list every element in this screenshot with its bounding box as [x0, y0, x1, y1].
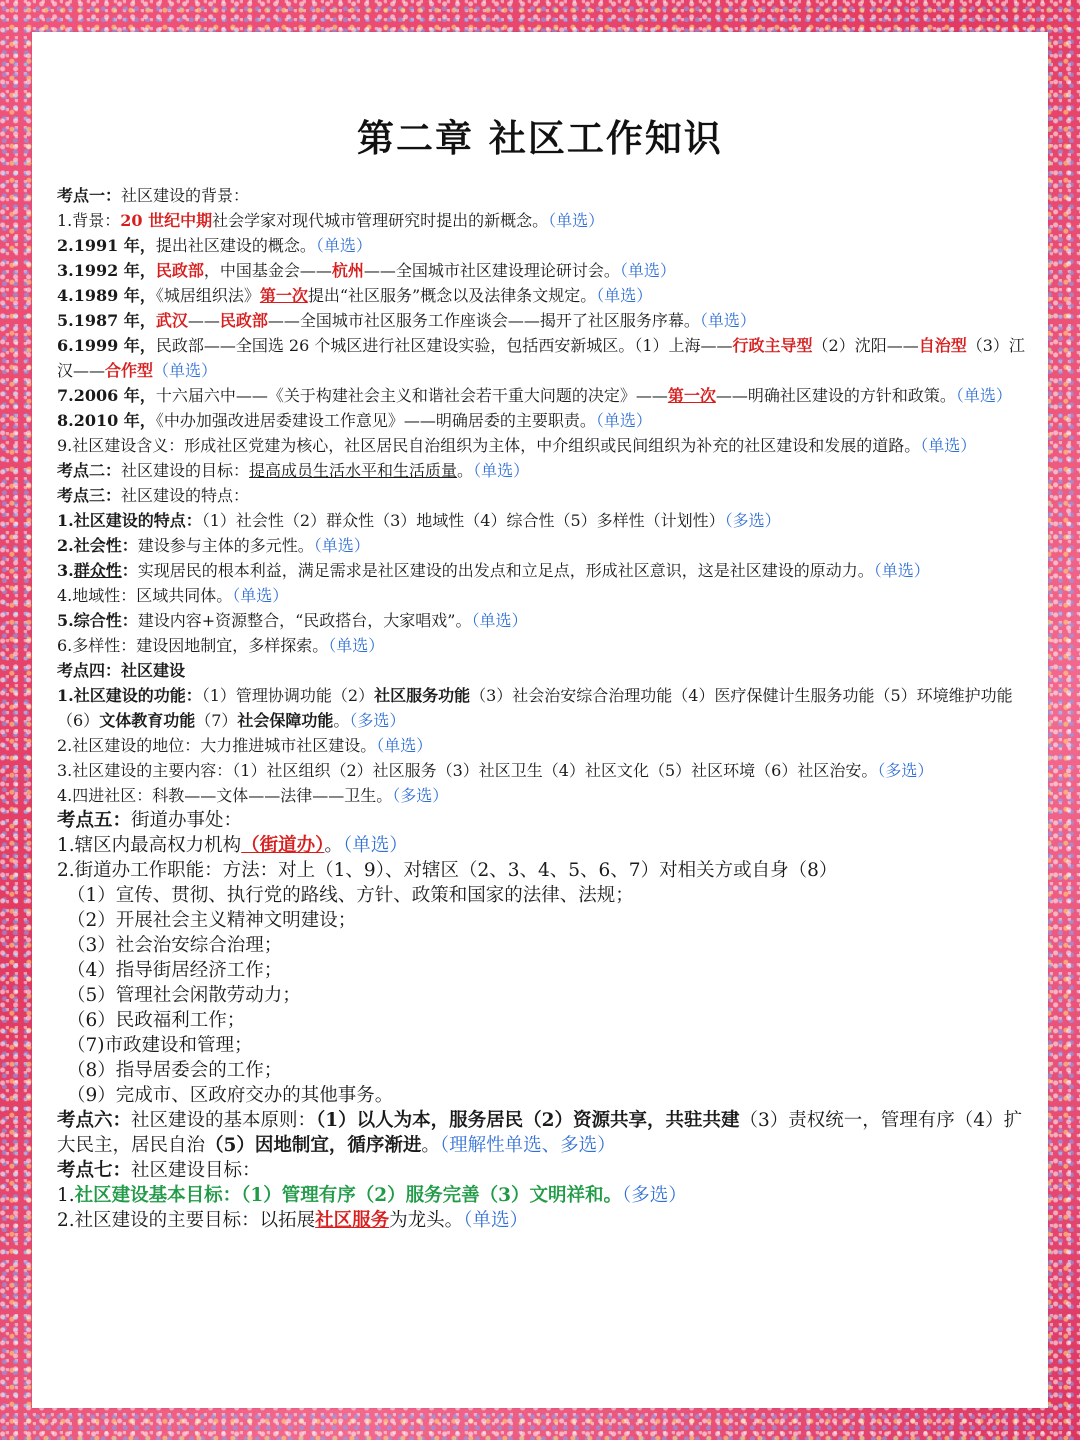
- text-segment: 区域共同体。: [136, 586, 233, 605]
- text-segment: 社区服务功能: [374, 686, 471, 705]
- question-type-tag: （单选）: [463, 1210, 528, 1231]
- point-4-heading: 考点四：社区建设: [57, 661, 186, 680]
- point-5-line-1: [57, 833, 1025, 858]
- text-segment: 1.背景：: [57, 211, 121, 230]
- text-segment: 2.社会性：: [57, 536, 138, 555]
- text-segment: 社区建设的目标：: [121, 461, 250, 480]
- text-segment: 6.1999 年，: [57, 336, 156, 355]
- text-segment: 社区建设的基本原则：: [131, 1110, 317, 1131]
- text-segment: 自治型: [918, 336, 967, 355]
- point-4-line-1: [57, 683, 1025, 733]
- text-segment: 社区建设的特点：: [121, 486, 250, 505]
- text-segment: （3）责权统一，管理有序（4）扩大民主，居民自治: [57, 1110, 1023, 1156]
- text-segment: 考点五：: [57, 810, 132, 831]
- text-segment: 8.2010 年，: [57, 411, 156, 430]
- question-type-tag: （单选）: [342, 835, 408, 856]
- text-segment: ——全国城市社区服务工作座谈会——揭开了社区服务序幕。: [267, 311, 700, 330]
- question-type-tag: （单选）: [548, 211, 605, 230]
- point-1-line-1: [57, 208, 1025, 233]
- point-1-line-9: [57, 433, 1025, 458]
- point-1-line-3: [57, 258, 1025, 283]
- text-segment: 7.2006 年，: [57, 386, 156, 405]
- text-segment: 为龙头。: [389, 1210, 464, 1231]
- text-segment: （1）社会性（2）群众性（3）地域性（4）综合性（5）多样性（计划性）: [201, 511, 725, 530]
- point-1-line-4: [57, 283, 1025, 308]
- text-segment: 1.: [57, 1185, 75, 1206]
- question-type-tag: （单选）: [313, 536, 370, 555]
- text-segment: 4.四进社区：科教——文体——法律——卫生。: [57, 786, 393, 805]
- question-type-tag: （单选）: [596, 286, 653, 305]
- question-type-tag: （多选）: [724, 511, 781, 530]
- text-segment: （7）: [195, 711, 238, 730]
- text-segment: （2）沈阳——: [812, 336, 919, 355]
- text-segment: 建设参与主体的多元性。: [137, 536, 314, 555]
- point-4-line-4: [57, 783, 1025, 808]
- point-1-line-8: [57, 408, 1025, 433]
- question-type-tag: （单选）: [619, 261, 676, 280]
- text-segment: 5.综合性：: [57, 611, 138, 630]
- duty-item: （3）社会治安综合治理；: [67, 935, 283, 956]
- text-segment: 社会保障功能: [237, 711, 334, 730]
- text-segment: 建设因地制宜，多样探索。: [136, 636, 329, 655]
- page-title: 第二章 社区工作知识: [357, 116, 723, 160]
- point-3-line-2: [57, 533, 1025, 558]
- text-segment: （1）以人为本，服务居民（2）资源共享，共驻共建: [316, 1110, 740, 1131]
- text-segment: 社区建设基本目标：（1）管理有序（2）服务完善（3）文明祥和。: [74, 1185, 623, 1206]
- text-segment: 考点一：: [57, 186, 122, 205]
- text-segment: ：: [121, 561, 138, 580]
- point-3-line-6: [57, 633, 1025, 658]
- point-3-line-3: [57, 558, 1025, 583]
- point-1-line-7: [57, 383, 1025, 408]
- text-segment: 1.社区建设的特点：: [57, 511, 202, 530]
- text-segment: ——: [187, 311, 220, 330]
- text-segment: 。: [457, 461, 474, 480]
- duty-item: （9）完成市、区政府交办的其他事务。: [67, 1085, 394, 1106]
- point-3-heading: [57, 483, 1025, 508]
- text-segment: 武汉: [155, 311, 188, 330]
- text-segment: 6.多样性：: [57, 636, 137, 655]
- text-segment: 社区服务: [315, 1210, 390, 1231]
- text-segment: 实现居民的根本利益，满足需求是社区建设的出发点和立足点，形成社区意识，这是社区建设的原动力。: [137, 561, 874, 580]
- text-segment: 街道办事处：: [131, 810, 243, 831]
- text-segment: 3.: [57, 561, 74, 580]
- text-segment: 文体教育功能: [99, 711, 196, 730]
- point-7-line-1: [57, 1183, 1025, 1208]
- text-segment: 考点二：: [57, 461, 122, 480]
- question-type-tag: （单选）: [471, 611, 528, 630]
- text-segment: 提出社区建设的概念。: [155, 236, 316, 255]
- text-segment: 20 世纪中期: [120, 211, 213, 230]
- text-segment: 建设内容+资源整合，“民政搭台，大家唱戏”。: [137, 611, 472, 630]
- duty-item: （8）指导居委会的工作；: [67, 1060, 283, 1081]
- question-type-tag: （单选）: [873, 561, 930, 580]
- text-segment: 群众性: [73, 561, 122, 580]
- point-1-heading: [57, 183, 1025, 208]
- question-type-tag: （多选）: [349, 711, 406, 730]
- point-5-line-2: [57, 858, 1025, 883]
- question-type-tag: （理解性单选、多选）: [439, 1135, 616, 1156]
- text-segment: 考点六：: [57, 1110, 132, 1131]
- text-segment: 杭州: [331, 261, 364, 280]
- text-segment: 考点三：: [57, 486, 122, 505]
- text-segment: 提出“社区服务”概念以及法律条文规定。: [307, 286, 597, 305]
- point-1-line-6: [57, 333, 1025, 383]
- duty-item: （6）民政福利工作；: [67, 1010, 246, 1031]
- text-segment: 4.地域性：: [57, 586, 137, 605]
- text-segment: 2.1991 年，: [57, 236, 156, 255]
- text-segment: 提高成员生活水平和生活质量: [249, 461, 458, 480]
- text-segment: 3.1992 年，: [57, 261, 156, 280]
- text-segment: 十六届六中——《关于构建社会主义和谐社会若干重大问题的决定》——: [155, 386, 668, 405]
- point-7-line-2: [57, 1208, 1025, 1233]
- text-segment: 4.1989 年，: [57, 286, 156, 305]
- text-segment: 民政部: [155, 261, 204, 280]
- text-segment: 《中办加强改进居委建设工作意见》——明确居委的主要职责。: [155, 411, 596, 430]
- text-segment: 。: [324, 835, 343, 856]
- point-6-line: [57, 1108, 1025, 1158]
- point-3-line-5: [57, 608, 1025, 633]
- question-type-tag: （单选）: [232, 586, 289, 605]
- point-5-heading: [57, 808, 1025, 833]
- text-segment: 。: [333, 711, 350, 730]
- text-segment: （3）社会治安综合治理功能（4）医疗保健计生服务功能（5）环境维护功能（6）: [57, 686, 1013, 730]
- question-type-tag: （单选）: [595, 411, 652, 430]
- question-type-tag: （单选）: [920, 436, 977, 455]
- question-type-tag: （单选）: [955, 386, 1012, 405]
- text-segment: 《城居组织法》: [155, 286, 260, 305]
- text-segment: 3.社区建设的主要内容：（1）社区组织（2）社区服务（3）社区卫生（4）社区文化（5）社区环境（6）社区治安。: [57, 761, 878, 780]
- point-3-line-1: [57, 508, 1025, 533]
- text-segment: 。: [421, 1135, 440, 1156]
- text-segment: 社区建设目标：: [131, 1160, 261, 1181]
- question-type-tag: （单选）: [376, 736, 433, 755]
- text-segment: 2.街道办工作职能：方法：对上（1、9）、对辖区（2、3、4、5、6、7）对相关方或自身（8）: [57, 860, 838, 881]
- question-type-tag: （单选）: [473, 461, 530, 480]
- point-1-line-2: [57, 233, 1025, 258]
- point-1-line-5: [57, 308, 1025, 333]
- document-body: [57, 183, 1025, 1233]
- point-7-heading: [57, 1158, 1025, 1183]
- text-segment: 第一次: [667, 386, 716, 405]
- text-segment: 2.社区建设的主要目标：以拓展: [57, 1210, 316, 1231]
- text-segment: （5）因地制宜，循序渐进: [205, 1135, 422, 1156]
- text-segment: 民政部——全国选 26 个城区进行社区建设实验，包括西安新城区。（1）上海——: [155, 336, 733, 355]
- text-segment: （1）管理协调功能（2）: [201, 686, 375, 705]
- text-segment: 社会学家对现代城市管理研究时提出的新概念。: [212, 211, 549, 230]
- duty-item: （2）开展社会主义精神文明建设；: [67, 910, 357, 931]
- text-segment: ，中国基金会——: [203, 261, 332, 280]
- text-segment: 考点七：: [57, 1160, 132, 1181]
- question-type-tag: （单选）: [153, 361, 218, 380]
- text-segment: 1.社区建设的功能：: [57, 686, 202, 705]
- text-segment: （街道办）: [241, 835, 325, 856]
- text-segment: ——全国城市社区建设理论研讨会。: [363, 261, 620, 280]
- duty-item: （5）管理社会闲散劳动力；: [67, 985, 301, 1006]
- text-segment: 民政部: [219, 311, 268, 330]
- text-segment: 9.社区建设含义：形成社区党建为核心，社区居民自治组织为主体，中介组织或民间组织为补充的社区建设和发展的道路。: [57, 436, 921, 455]
- text-segment: 2.社区建设的地位：大力推进城市社区建设。: [57, 736, 377, 755]
- question-type-tag: （多选）: [877, 761, 934, 780]
- duty-item: （4）指导街居经济工作；: [67, 960, 283, 981]
- point-4-line-3: [57, 758, 1025, 783]
- question-type-tag: （单选）: [328, 636, 385, 655]
- question-type-tag: （单选）: [699, 311, 756, 330]
- question-type-tag: （多选）: [622, 1185, 687, 1206]
- question-type-tag: （多选）: [392, 786, 449, 805]
- text-segment: 5.1987 年，: [57, 311, 156, 330]
- text-segment: 社区建设的背景：: [121, 186, 250, 205]
- text-segment: 行政主导型: [732, 336, 813, 355]
- duty-item: （1）宣传、贯彻、执行党的路线、方针、政策和国家的法律、法规；: [67, 885, 634, 906]
- text-segment: 1.辖区内最高权力机构: [57, 835, 242, 856]
- question-type-tag: （单选）: [315, 236, 372, 255]
- text-segment: 第一次: [259, 286, 308, 305]
- text-segment: （3）江汉——: [57, 336, 1025, 380]
- duty-item: （7)市政建设和管理；: [67, 1035, 253, 1056]
- text-segment: 合作型: [105, 361, 154, 380]
- point-2-line: [57, 458, 1025, 483]
- text-segment: ——明确社区建设的方针和政策。: [715, 386, 956, 405]
- point-4-line-2: [57, 733, 1025, 758]
- point-3-line-4: [57, 583, 1025, 608]
